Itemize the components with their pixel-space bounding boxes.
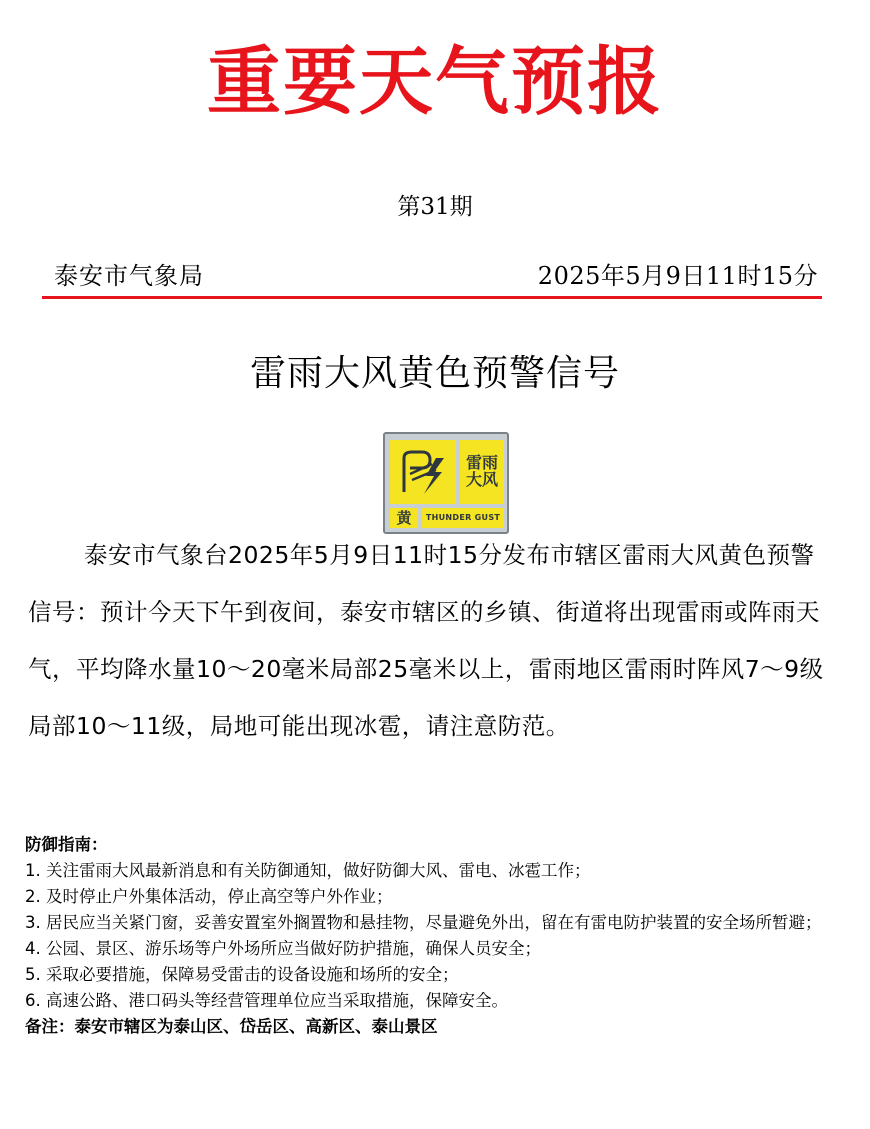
thunder-gust-yellow-signal-icon [383,432,509,534]
guide-item: 2. 及时停止户外集体活动，停止高空等户外作业； [25,887,393,906]
guide-item: 4. 公园、景区、游乐场等户外场所应当做好防护措施，确保人员安全； [25,939,541,958]
guide-item: 3. 居民应当关紧门窗，妥善安置室外搁置物和悬挂物，尽量避免外出，留在有雷电防护装置的安全场所暂避； [25,913,822,932]
guide-item: 5. 采取必要措施，保障易受雷击的设备设施和场所的安全； [25,965,459,984]
defense-guide [25,832,840,1040]
lightning-wind-icon [390,440,456,504]
guide-item: 6. 高速公路、港口码头等经营管理单位应当采取措施，保障安全。 [25,991,508,1010]
signal-char-line2: 大风 [465,470,498,489]
district-note: 备注：泰安市辖区为泰山区、岱岳区、高新区、泰山景区 [25,1017,438,1036]
masthead-title: 重要天气预报 [207,39,663,125]
guide-heading: 防御指南： [25,835,108,854]
issue-datetime: 2025年5月9日11时15分 [537,262,818,290]
warning-body-text: 泰安市气象台2025年5月9日11时15分发布市辖区雷雨大风黄色预警信号：预计今天下午到夜间，泰安市辖区的乡镇、街道将出现雷雨或阵雨天气，平均降水量10～20毫米局部25毫米以上，雷雨地区雷雨时阵风7～9级局部10～11级，局地可能出现冰雹，请注意防范。 [28,541,824,740]
signal-char-line1: 雷雨 [465,453,498,473]
header-divider [42,296,822,299]
warning-title: 雷雨大风黄色预警信号 [249,353,620,394]
signal-english-label: THUNDER GUST [422,508,504,528]
signal-chinese-label [460,440,504,504]
issue-number: 第31期 [397,194,473,220]
signal-level-char: 黄 [390,508,418,528]
issuing-agency: 泰安市气象局 [54,262,204,290]
guide-item: 1. 关注雷雨大风最新消息和有关防御通知，做好防御大风、雷电、冰雹工作； [25,861,591,880]
